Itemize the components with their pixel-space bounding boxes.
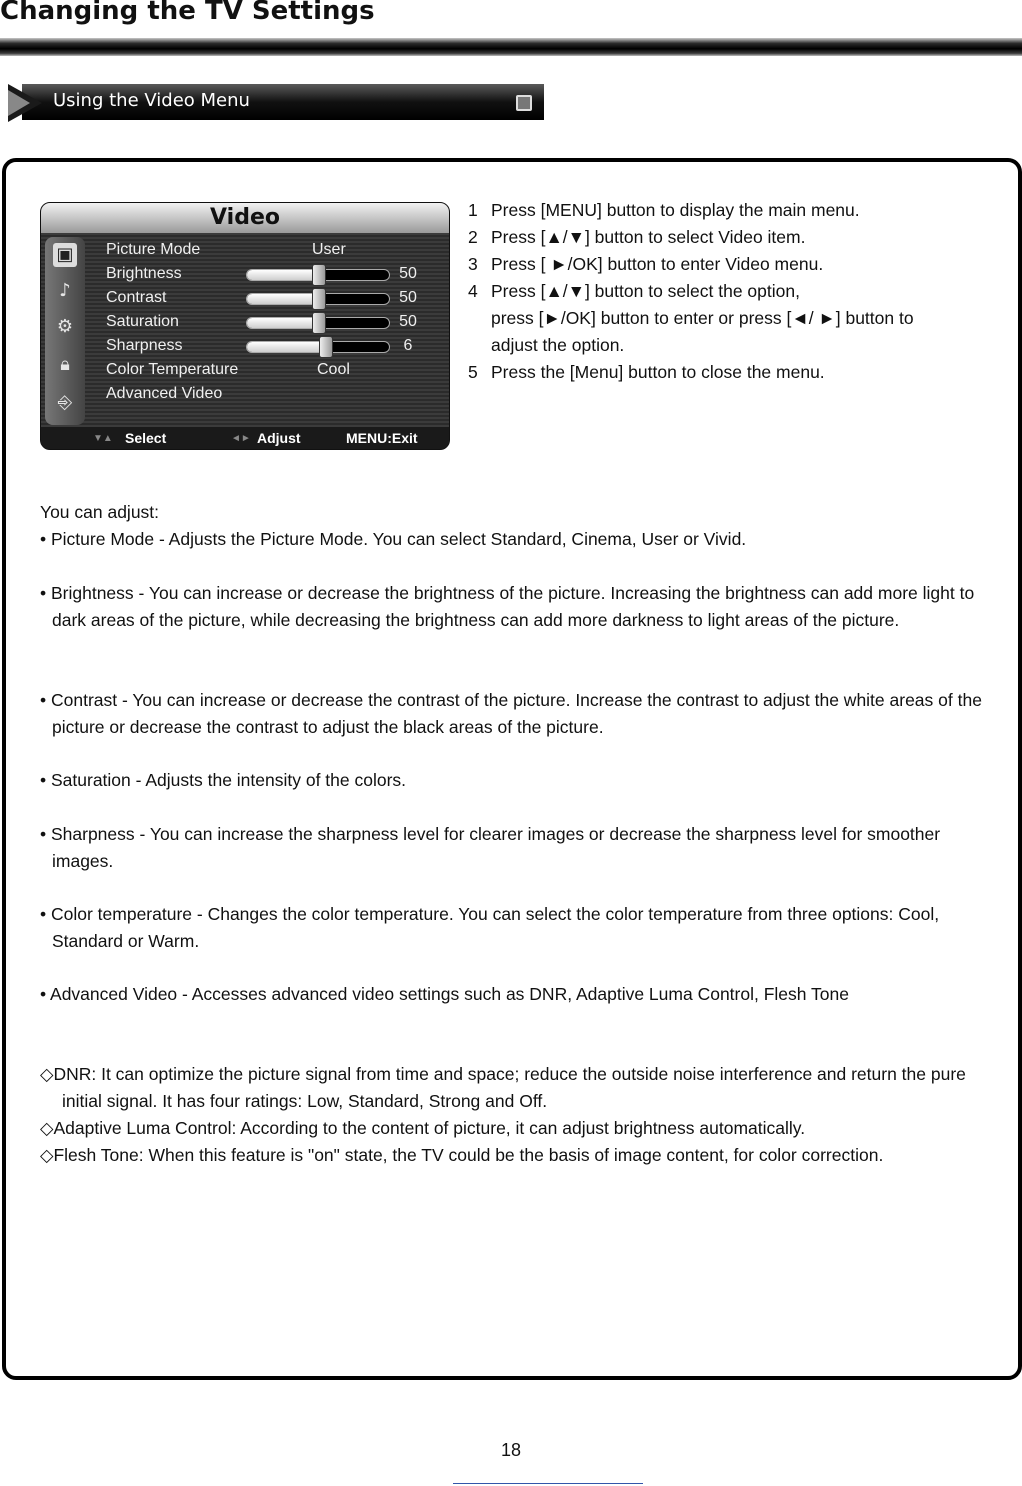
sharpness-slider <box>246 341 390 353</box>
up-down-arrows-icon: ▼▲ <box>93 433 113 444</box>
title-rule <box>0 38 1022 56</box>
osd-icon-bar <box>45 237 85 425</box>
osd-label: Brightness <box>106 265 182 282</box>
advanced-video-bullet: • Advanced Video - Accesses advanced video settings such as DNR, Adaptive Luma Control, Flesh Tone <box>40 984 849 1004</box>
audio-icon: ♪ <box>59 280 71 301</box>
step-text: Press [▲/▼] button to select Video item. <box>491 227 806 247</box>
osd-label: Sharpness <box>106 337 183 354</box>
slider-knob <box>319 336 333 358</box>
intro-text: You can adjust: <box>40 502 160 522</box>
osd-label: Picture Mode <box>106 241 201 258</box>
page-title: Changing the TV Settings <box>0 0 375 26</box>
picture-mode-bullet: • Picture Mode - Adjusts the Picture Mode. You can select Standard, Cinema, User or Vivid. <box>40 529 747 549</box>
step-text: Press [MENU] button to display the main menu. <box>491 200 860 220</box>
osd-header <box>41 203 449 233</box>
tv-icon: ▣ <box>53 243 77 267</box>
osd-row-picture-mode <box>106 238 441 262</box>
osd-row-advanced-video <box>106 382 441 406</box>
step-number: 4 <box>468 281 478 301</box>
slider-knob <box>312 312 326 334</box>
step-number: 2 <box>468 227 478 247</box>
chevron-highlight <box>8 90 30 116</box>
page-number: 18 <box>500 1440 522 1460</box>
dnr-note: ◇DNR: It can optimize the picture signal from time and space; reduce the outside noise interference and return the pure initial signal. It has four ratings: Low, Standard, Strong and Off. <box>40 1064 966 1111</box>
step-text: Press [▲/▼] button to select the option, <box>491 281 800 301</box>
slider-fill <box>247 270 318 280</box>
section-banner <box>8 84 544 122</box>
osd-number: 50 <box>399 289 417 306</box>
osd-title: Video <box>210 205 280 230</box>
brightness-slider <box>246 269 390 281</box>
osd-row-saturation <box>106 310 441 334</box>
saturation-slider <box>246 317 390 329</box>
input-icon: ⎆ <box>57 392 73 413</box>
step-number: 3 <box>468 254 478 274</box>
lock-icon: 🔒︎ <box>60 354 70 375</box>
adaptive-luma-note: ◇Adaptive Luma Control: According to the content of picture, it can adjust brightness automatically. <box>40 1118 806 1138</box>
video-menu-screenshot <box>40 202 450 450</box>
osd-label: Saturation <box>106 313 179 330</box>
left-right-arrows-icon: ◄► <box>231 433 251 444</box>
osd-row-brightness <box>106 262 441 286</box>
osd-row-color-temperature <box>106 358 441 382</box>
setup-icon: ⚙ <box>56 316 74 337</box>
osd-footer <box>41 427 449 449</box>
slider-knob <box>312 264 326 286</box>
osd-number: 6 <box>403 337 413 354</box>
slider-fill <box>247 318 318 328</box>
square-bullet-icon <box>516 95 532 111</box>
osd-number: 50 <box>399 313 417 330</box>
osd-label: Contrast <box>106 289 167 306</box>
sharpness-bullet: • Sharpness - You can increase the sharpness level for clearer images or decrease the sharpness level for smoother images. <box>40 824 941 871</box>
osd-row-sharpness <box>106 334 441 358</box>
osd-footer-exit: MENU:Exit <box>346 430 418 446</box>
osd-label: Color Temperature <box>106 361 239 378</box>
step-number: 1 <box>468 200 478 220</box>
step-text: Press [ ►/OK] button to enter Video menu. <box>491 254 824 274</box>
osd-footer-adjust: Adjust <box>257 430 301 446</box>
section-banner-label: Using the Video Menu <box>53 90 250 111</box>
osd-value: User <box>312 241 346 258</box>
saturation-bullet: • Saturation - Adjusts the intensity of the colors. <box>40 770 407 790</box>
osd-footer-select: Select <box>125 430 167 446</box>
osd-number: 50 <box>399 265 417 282</box>
osd-label: Advanced Video <box>106 385 223 402</box>
osd-value: Cool <box>317 361 350 378</box>
step-text: Press the [Menu] button to close the menu. <box>491 362 825 382</box>
osd-row-contrast <box>106 286 441 310</box>
step-number: 5 <box>468 362 478 382</box>
contrast-bullet: • Contrast - You can increase or decrease the contrast of the picture. Increase the contrast to adjust the white areas of the picture or decrease the contrast to adjust the black areas of the picture. <box>40 690 982 737</box>
brightness-bullet: • Brightness - You can increase or decrease the brightness of the picture. Increasing the brightness can add more light to dark areas of the picture, while decreasing the brightness can add more darkness to light areas of the picture. <box>40 583 975 630</box>
step-text: adjust the option. <box>491 335 625 355</box>
slider-fill <box>247 342 325 352</box>
slider-fill <box>247 294 318 304</box>
flesh-tone-note: ◇Flesh Tone: When this feature is "on" state, the TV could be the basis of image content, for color correction. <box>40 1145 884 1165</box>
slider-knob <box>312 288 326 310</box>
step-text: press [►/OK] button to enter or press [◄/ ►] button to <box>491 308 914 328</box>
color-temperature-bullet: • Color temperature - Changes the color temperature. You can select the color temperature from three options: Cool, Standard or Warm. <box>40 904 940 951</box>
contrast-slider <box>246 293 390 305</box>
footer-rule <box>453 1483 643 1484</box>
